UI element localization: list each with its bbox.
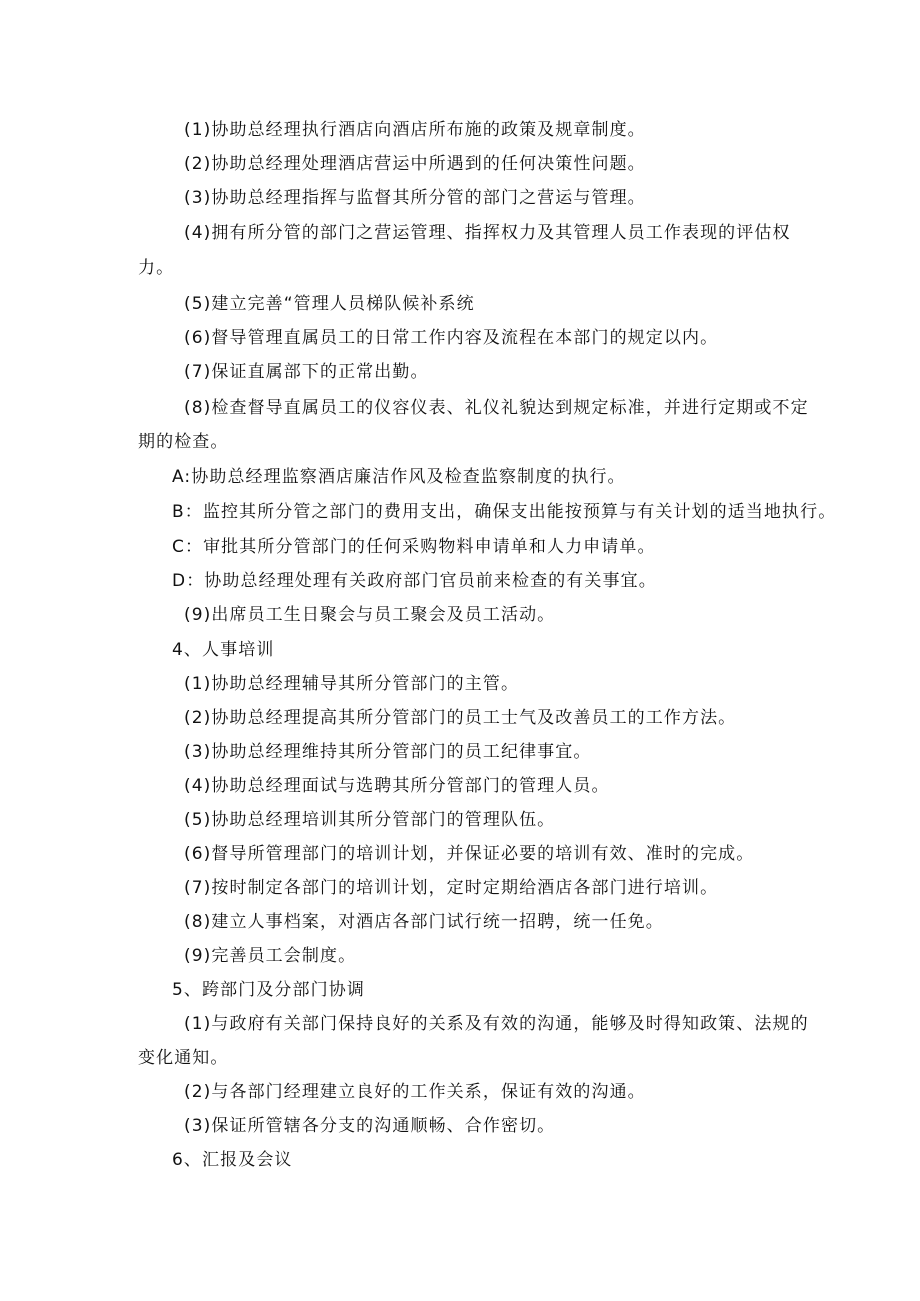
- paragraph-improve-morale: (2)协助总经理提高其所分管部门的员工士气及改善员工的工作方法。: [184, 708, 737, 728]
- paragraph-authority-evaluation: (4)拥有所分管的部门之营运管理、指挥权力及其管理人员工作表现的评估权: [184, 223, 791, 243]
- paragraph-coach-supervisors: (1)协助总经理辅导其所分管部门的主管。: [184, 674, 520, 694]
- paragraph-check-appearance: (8)检查督导直属员工的仪容仪表、礼仪礼貌达到规定标准，并进行定期或不定: [184, 398, 809, 418]
- paragraph-attend-events: (9)出席员工生日聚会与员工聚会及员工活动。: [184, 605, 556, 625]
- paragraph-maintain-discipline: (3)协助总经理维持其所分管部门的员工纪律事宜。: [184, 742, 592, 762]
- paragraph-succession-system: (5)建立完善“管理人员梯队候补系统: [184, 294, 475, 314]
- paragraph-item-b: B：监控其所分管之部门的费用支出，确保支出能按预算与有关计划的适当地执行。: [172, 502, 837, 522]
- paragraph-schedule-training: (7)按时制定各部门的培训计划，定时定期给酒店各部门进行培训。: [184, 878, 719, 898]
- paragraph-assist-decision-issues: (2)协助总经理处理酒店营运中所遇到的任何决策性问题。: [184, 154, 646, 174]
- section-heading-reports-meetings: 6、汇报及会议: [172, 1150, 293, 1170]
- paragraph-personnel-files: (8)建立人事档案，对酒店各部门试行统一招聘，统一任免。: [184, 912, 664, 932]
- paragraph-supervise-training-plan: (6)督导所管理部门的培训计划，并保证必要的培训有效、准时的完成。: [184, 844, 755, 864]
- paragraph-train-management: (5)协助总经理培训其所分管部门的管理队伍。: [184, 810, 556, 830]
- paragraph-item-a: A:协助总经理监察酒店廉洁作风及检查监察制度的执行。: [172, 467, 626, 487]
- section-heading-coordination: 5、跨部门及分部门协调: [172, 980, 365, 1000]
- paragraph-authority-evaluation-cont: 力。: [138, 258, 175, 278]
- paragraph-ensure-attendance: (7)保证直属部下的正常出勤。: [184, 362, 429, 382]
- paragraph-manager-relations: (2)与各部门经理建立良好的工作关系，保证有效的沟通。: [184, 1082, 646, 1102]
- paragraph-item-c: C：审批其所分管部门的任何采购物料申请单和人力申请单。: [172, 537, 656, 557]
- paragraph-check-appearance-cont: 期的检查。: [138, 432, 229, 452]
- paragraph-union-system: (9)完善员工会制度。: [184, 946, 357, 966]
- paragraph-supervise-daily-work: (6)督导管理直属员工的日常工作内容及流程在本部门的规定以内。: [184, 328, 719, 348]
- paragraph-item-d: D：协助总经理处理有关政府部门官员前来检查的有关事宜。: [172, 571, 657, 591]
- paragraph-branch-communication: (3)保证所管辖各分支的沟通顺畅、合作密切。: [184, 1116, 556, 1136]
- paragraph-interview-select: (4)协助总经理面试与选聘其所分管部门的管理人员。: [184, 776, 610, 796]
- paragraph-government-relations: (1)与政府有关部门保持良好的关系及有效的沟通，能够及时得知政策、法规的: [184, 1014, 809, 1034]
- section-heading-personnel-training: 4、人事培训: [172, 640, 275, 660]
- paragraph-government-relations-cont: 变化通知。: [138, 1048, 229, 1068]
- paragraph-assist-direct-supervise: (3)协助总经理指挥与监督其所分管的部门之营运与管理。: [184, 188, 646, 208]
- paragraph-assist-execute-policy: (1)协助总经理执行酒店向酒店所布施的政策及规章制度。: [184, 120, 646, 140]
